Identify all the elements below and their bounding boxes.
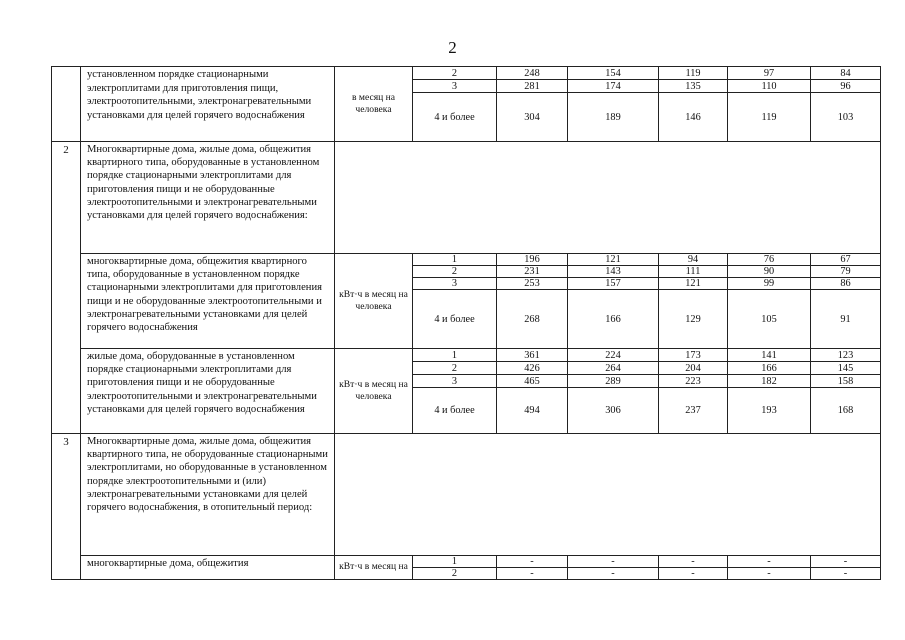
value-cell: 182 [728, 375, 811, 388]
value-cell: 141 [728, 349, 811, 362]
value-cell: 248 [497, 67, 568, 80]
row-description: установленном порядке стационарными электроплитами для приготовления пищи, электроотопительными, электронагревательными установками для целей горячего водоснабжения [81, 67, 335, 142]
value-cell: - [659, 556, 728, 568]
number-cell-blank [52, 67, 81, 142]
value-cell: 173 [659, 349, 728, 362]
table-row [52, 349, 881, 362]
value-cell: 129 [659, 290, 728, 349]
value-cell: 237 [659, 388, 728, 434]
value-cell: 223 [659, 375, 728, 388]
value-cell: 494 [497, 388, 568, 434]
unit-cell: кВт·ч в месяц на человека [335, 349, 413, 434]
value-cell: - [728, 568, 811, 580]
row-description: жилые дома, оборудованные в установленном порядке стационарными электроплитами для приготовления пищи и не оборудованные электроотопительными и электронагревательными установками для целей горячего водоснабжения [81, 349, 335, 434]
residents-cell: 2 [413, 67, 497, 80]
value-cell: 123 [811, 349, 881, 362]
section-number: 2 [52, 142, 81, 434]
value-cell: - [811, 568, 881, 580]
value-cell: 76 [728, 254, 811, 266]
table-row [52, 254, 881, 266]
value-cell: 304 [497, 93, 568, 142]
section-number: 3 [52, 434, 81, 580]
value-cell: 119 [728, 93, 811, 142]
value-cell: 253 [497, 278, 568, 290]
value-cell: 111 [659, 266, 728, 278]
residents-cell: 3 [413, 80, 497, 93]
table-body [52, 67, 881, 580]
value-cell: 306 [568, 388, 659, 434]
residents-cell: 1 [413, 556, 497, 568]
value-cell: 91 [811, 290, 881, 349]
value-cell: 121 [659, 278, 728, 290]
value-cell: 268 [497, 290, 568, 349]
residents-cell: 2 [413, 568, 497, 580]
value-cell: 99 [728, 278, 811, 290]
value-cell: 135 [659, 80, 728, 93]
residents-cell: 2 [413, 362, 497, 375]
value-cell: - [497, 568, 568, 580]
residents-cell: 4 и более [413, 93, 497, 142]
residents-cell: 4 и более [413, 388, 497, 434]
value-cell: 361 [497, 349, 568, 362]
value-cell: 231 [497, 266, 568, 278]
value-cell: 97 [728, 67, 811, 80]
residents-cell: 1 [413, 349, 497, 362]
blank-cell [335, 434, 881, 556]
value-cell: - [497, 556, 568, 568]
value-cell: 158 [811, 375, 881, 388]
value-cell: - [811, 556, 881, 568]
value-cell: 281 [497, 80, 568, 93]
value-cell: 174 [568, 80, 659, 93]
section-heading: Многоквартирные дома, жилые дома, общежития квартирного типа, оборудованные в установленном порядке стационарными электроплитами для приготовления пищи и не оборудованные электроотопительными и электронагревательными установками для целей горячего водоснабжения: [81, 142, 335, 254]
value-cell: 204 [659, 362, 728, 375]
value-cell: 86 [811, 278, 881, 290]
value-cell: 146 [659, 93, 728, 142]
value-cell: - [568, 556, 659, 568]
value-cell: 465 [497, 375, 568, 388]
section-heading: Многоквартирные дома, жилые дома, общежития квартирного типа, не оборудованные стационарными электроплитами, но оборудованные в установленном порядке электроотопительными и (или) электронагревательными установками для целей горячего водоснабжения, в отопительный период: [81, 434, 335, 556]
value-cell: 154 [568, 67, 659, 80]
value-cell: 193 [728, 388, 811, 434]
residents-cell: 4 и более [413, 290, 497, 349]
consumption-norms-table [51, 66, 881, 580]
value-cell: - [659, 568, 728, 580]
value-cell: 166 [568, 290, 659, 349]
page-number: 2 [448, 38, 457, 57]
row-description: многоквартирные дома, общежития [81, 556, 335, 580]
value-cell: 119 [659, 67, 728, 80]
value-cell: 94 [659, 254, 728, 266]
unit-cell: в месяц на человека [335, 67, 413, 142]
table-row [52, 67, 881, 80]
value-cell: 121 [568, 254, 659, 266]
residents-cell: 3 [413, 375, 497, 388]
value-cell: 224 [568, 349, 659, 362]
value-cell: 264 [568, 362, 659, 375]
residents-cell: 1 [413, 254, 497, 266]
section-heading-row [52, 142, 881, 254]
value-cell: 105 [728, 290, 811, 349]
value-cell: 168 [811, 388, 881, 434]
section-heading-row [52, 434, 881, 556]
value-cell: 96 [811, 80, 881, 93]
value-cell: 166 [728, 362, 811, 375]
value-cell: 110 [728, 80, 811, 93]
value-cell: 103 [811, 93, 881, 142]
value-cell: 426 [497, 362, 568, 375]
value-cell: - [728, 556, 811, 568]
value-cell: 143 [568, 266, 659, 278]
table-row [52, 556, 881, 568]
value-cell: 189 [568, 93, 659, 142]
unit-cell: кВт·ч в месяц на человека [335, 254, 413, 349]
value-cell: 90 [728, 266, 811, 278]
value-cell: - [568, 568, 659, 580]
value-cell: 84 [811, 67, 881, 80]
value-cell: 79 [811, 266, 881, 278]
value-cell: 196 [497, 254, 568, 266]
residents-cell: 3 [413, 278, 497, 290]
value-cell: 157 [568, 278, 659, 290]
residents-cell: 2 [413, 266, 497, 278]
value-cell: 145 [811, 362, 881, 375]
unit-cell: кВт·ч в месяц на [335, 556, 413, 580]
value-cell: 67 [811, 254, 881, 266]
row-description: многоквартирные дома, общежития квартирного типа, оборудованные в установленном порядке стационарными электроплитами для приготовления пищи и не оборудованные электроотопительными и электронагревательными установками для целей горячего водоснабжения [81, 254, 335, 349]
blank-cell [335, 142, 881, 254]
value-cell: 289 [568, 375, 659, 388]
